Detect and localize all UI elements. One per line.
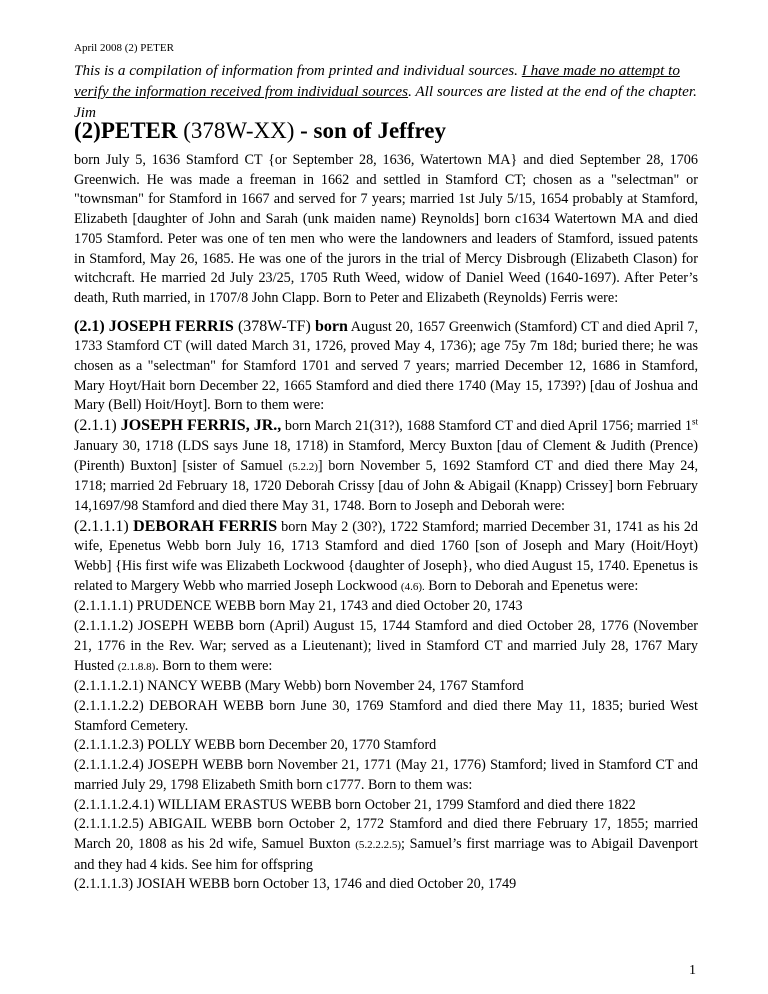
joseph-code: (378W-TF) [233, 317, 315, 335]
entry-tail: . Born to them were: [155, 657, 273, 674]
joseph-jr-ref: (5.2.2) [288, 460, 318, 473]
entry-text: (2.1.1.1.1) PRUDENCE WEBB born May 21, 1743 and died October 20, 1743 [74, 598, 523, 615]
title-name: (2)PETER [74, 118, 178, 143]
joseph-heading: (2.1) JOSEPH FERRIS [74, 317, 234, 335]
entry [74, 736, 698, 756]
joseph-jr-num: (2.1.1) [74, 417, 121, 435]
joseph-jr-paragraph [74, 416, 698, 517]
chapter-title [74, 118, 698, 144]
entry-text: (2.1.1.1.2) JOSEPH WEBB born (April) August 15, 1744 Stamford and died October 28, 1776 (November 21, 1776 in the Rev. War; served as a Lieutenant); lived in Stamford CT and married July 28, 1767 Mary Husted [74, 618, 698, 674]
entry-ref: (5.2.2.2.5) [355, 838, 402, 851]
deborah-name: DEBORAH FERRIS [133, 517, 278, 535]
entry [74, 697, 698, 736]
deborah-text1: May 2 (30?), 1722 Stamford; married December 31, 1741 as his 2d wife, Epenetus Webb born July 16, 1713 Stamford and died 1760 [son of Joseph and Mary (Hoit/Hoyt) Webb] {His first wife was Elizabeth Lockwood {daughter of Joseph}, who died August 15, 1740. Epenetus is related to Margery Webb who married Joseph Lockwood [74, 518, 699, 594]
entry-text: (2.1.1.1.2.3) POLLY WEBB born December 20, 1770 Stamford [74, 737, 437, 754]
joseph-text: August 20, 1657 Greenwich (Stamford) CT and died April 7, 1733 Stamford CT (will dated March 31, 1726, proved May 4, 1736); age 75y 7m 18d; buried there; he was chosen as a "selectman" for Stamford 1701 and served 7 years; married December 12, 1686 in Stamford, Mary Hoyt/Hait born December 22, 1665 Stamford and died there 1740 (May 15, 1739?) [dau of Joshua and Mary (Bell) Hoit/Hoyt]. Born to them were: [74, 318, 698, 414]
joseph-jr-sup: st [691, 416, 698, 427]
joseph-born: born [314, 317, 348, 335]
entry [74, 677, 698, 697]
deborah-paragraph [74, 517, 698, 598]
intro-part1: This is a compilation of information from printed and individual sources. [74, 62, 522, 79]
entry-text: (2.1.1.1.2.5) ABIGAIL WEBB born October 2, 1772 Stamford and died there February 17, 1855; married March 20, 1808 as his 2d wife, Samuel Buxton [74, 816, 698, 852]
entry [74, 756, 698, 795]
joseph-jr-text2: January 30, 1718 (LDS says June 18, 1718) in Stamford, Mercy Buxton [dau of Clement & Judith (Prence) (Pirenth) Buxton] [sister of Samuel [74, 437, 698, 474]
intro-note [74, 60, 698, 123]
joseph-jr-born: born [281, 418, 315, 435]
entry-text: (2.1.1.1.2.4.1) WILLIAM ERASTUS WEBB born October 21, 1799 Stamford and died there 1822 [74, 796, 636, 813]
entry [74, 617, 698, 677]
peter-paragraph: born July 5, 1636 Stamford CT {or September 28, 1636, Watertown MA} and died September 28, 1706 Greenwich. He was made a freeman in 1662 and settled in Stamford CT; chosen as a "selectman" or "townsman" for Stamford in 1667 and served for 7 years; married 1st July 5/15, 1654 probably at Stamford, Elizabeth [daughter of John and Sarah (unk maiden name) Reynolds] born c1634 Watertown MA and died 1705 Stamford. Peter was one of ten men who were the landowners and leaders of Stamford, issued patents in Stamford, May 26, 1685. He was one of the jurors in the trial of Mercy Disbrough (Elizabeth Clason) for witchcraft. He married 2d July 23/25, 1705 Ruth Weed, widow of Daniel Weed (1640-1697). After Peter’s death, Ruth married, in 1707/8 John Clapp. Born to Peter and Elizabeth (Reynolds) Ferris were: [74, 152, 698, 306]
running-header: April 2008 (2) PETER [74, 42, 174, 54]
entry-text: (2.1.1.1.2.2) DEBORAH WEBB born June 30, 1769 Stamford and died there May 11, 1835; buried West Stamford Cemetery. [74, 697, 698, 734]
title-code: (378W-XX) [177, 118, 301, 143]
entry [74, 875, 698, 895]
entry [74, 815, 698, 875]
joseph-jr-text1: March 21(31?), 1688 Stamford CT and died April 1756; married 1 [314, 418, 692, 435]
joseph-jr-text3: ] born November 5, 1692 Stamford CT and died there May 24, 1718; married 2d February 18, 1720 Deborah Crissy [dau of John & Abigail (Knapp) Crissey] born February 14,1697/98 Stamford and died there May 31, 1748. Born to Joseph and Deborah were: [74, 457, 699, 514]
intro-underlined: I have made no attempt to verify the information received from individual sources [74, 62, 680, 100]
joseph-paragraph [74, 317, 698, 417]
intro-part2: . All sources are listed at the end of the chapter. Jim [74, 83, 697, 121]
entry-ref: (2.1.8.8) [117, 660, 156, 673]
joseph-jr-name: JOSEPH FERRIS, JR., [120, 417, 282, 435]
title-rest: - son of Jeffrey [300, 118, 446, 143]
entry-text: (2.1.1.1.2.4) JOSEPH WEBB born November 21, 1771 (May 21, 1776) Stamford; lived in Stamford CT and married July 29, 1798 Elizabeth Smith born c1777. Born to them was: [74, 757, 698, 793]
deborah-born: born [277, 518, 312, 535]
entry [74, 597, 698, 617]
deborah-text2: Born to Deborah and Epenetus were: [424, 577, 639, 594]
page-number: 1 [689, 963, 696, 978]
deborah-num: (2.1.1.1) [74, 517, 134, 535]
entry-text: (2.1.1.1.3) JOSIAH WEBB born October 13, 1746 and died October 20, 1749 [74, 876, 517, 893]
entry-text: (2.1.1.1.2.1) NANCY WEBB (Mary Webb) born November 24, 1767 Stamford [74, 678, 524, 695]
deborah-ref: (4.6). [400, 580, 425, 593]
entry-tail: ; Samuel’s first marriage was to Abigail Davenport and they had 4 kids. See him for offspring [74, 835, 698, 873]
entry [74, 796, 698, 816]
document-body [74, 151, 698, 895]
